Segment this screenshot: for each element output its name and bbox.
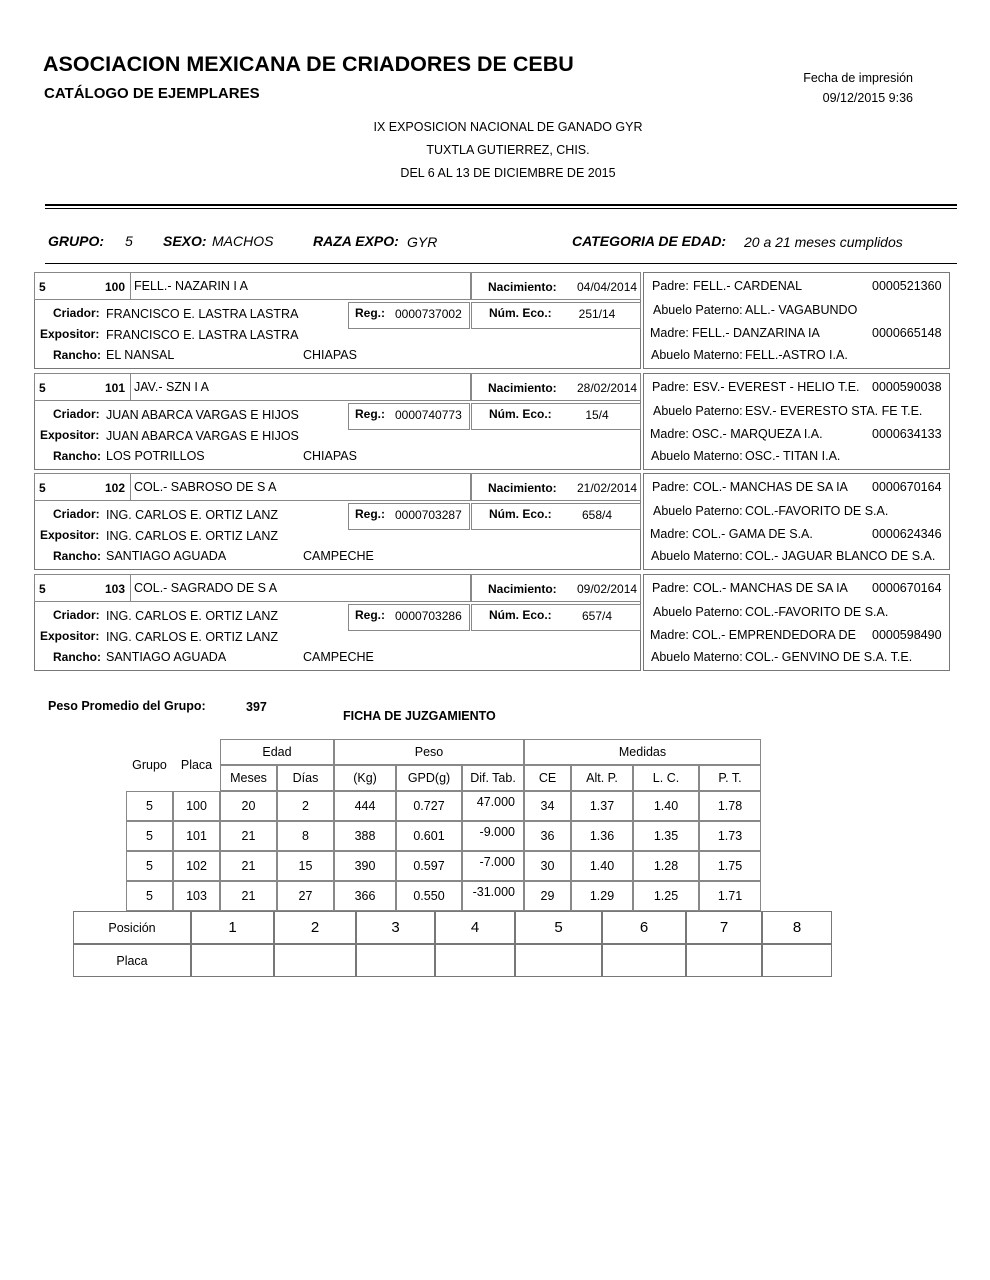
abuelo-paterno-value: COL.-FAVORITO DE S.A. bbox=[745, 504, 889, 518]
th-kg: (Kg) bbox=[334, 765, 396, 791]
posicion-7: 7 bbox=[686, 911, 762, 944]
expositor-label: Expositor: bbox=[40, 327, 100, 341]
padre-label: Padre: bbox=[652, 480, 689, 494]
abuelo-materno-value: COL.- JAGUAR BLANCO DE S.A. bbox=[745, 549, 936, 563]
criador-label: Criador: bbox=[53, 407, 100, 421]
peso-promedio-value: 397 bbox=[246, 700, 267, 714]
abuelo-paterno-label: Abuelo Paterno: bbox=[653, 605, 743, 619]
expositor-value: ING. CARLOS E. ORTIZ LANZ bbox=[106, 529, 279, 543]
cell-gpd: 0.727 bbox=[396, 791, 462, 821]
estado-value: CAMPECHE bbox=[303, 650, 374, 664]
abuelo-paterno-label: Abuelo Paterno: bbox=[653, 303, 743, 317]
numeco-label: Núm. Eco.: bbox=[489, 608, 552, 622]
abuelo-materno-value: FELL.-ASTRO I.A. bbox=[745, 348, 848, 362]
th-lc: L. C. bbox=[633, 765, 699, 791]
placa-cell-7[interactable] bbox=[686, 944, 762, 977]
cell-dias: 27 bbox=[277, 881, 334, 911]
nacimiento-value: 21/02/2014 bbox=[577, 481, 637, 495]
posicion-8: 8 bbox=[762, 911, 832, 944]
th-dias: Días bbox=[277, 765, 334, 791]
nacimiento-label: Nacimiento: bbox=[488, 381, 557, 395]
animal-name: FELL.- NAZARIN I A bbox=[134, 279, 248, 293]
cell-ce: 29 bbox=[524, 881, 571, 911]
cell-altp: 1.40 bbox=[571, 851, 633, 881]
criador-value: ING. CARLOS E. ORTIZ LANZ bbox=[106, 609, 279, 623]
cell-dif: 47.000 bbox=[462, 791, 524, 821]
th-edad: Edad bbox=[220, 739, 334, 765]
animal-placa: 101 bbox=[104, 381, 125, 395]
cell-grupo: 5 bbox=[126, 821, 173, 851]
animal-placa: 102 bbox=[104, 481, 125, 495]
posicion-5: 5 bbox=[515, 911, 602, 944]
placa-cell-2[interactable] bbox=[274, 944, 356, 977]
padre-value: COL.- MANCHAS DE SA IA bbox=[693, 480, 848, 494]
abuelo-materno-value: OSC.- TITAN I.A. bbox=[745, 449, 841, 463]
cell-lc: 1.28 bbox=[633, 851, 699, 881]
numeco-value: 657/4 bbox=[581, 609, 613, 623]
rancho-value: EL NANSAL bbox=[106, 348, 175, 362]
cell-kg: 388 bbox=[334, 821, 396, 851]
cell-kg: 366 bbox=[334, 881, 396, 911]
rancho-label: Rancho: bbox=[53, 449, 101, 463]
cell-meses: 21 bbox=[220, 881, 277, 911]
ficha-table bbox=[126, 739, 761, 911]
madre-value: OSC.- MARQUEZA I.A. bbox=[692, 427, 823, 441]
print-date: 09/12/2015 9:36 bbox=[822, 91, 913, 105]
estado-value: CAMPECHE bbox=[303, 549, 374, 563]
cell-grupo: 5 bbox=[126, 851, 173, 881]
abuelo-paterno-value: COL.-FAVORITO DE S.A. bbox=[745, 605, 889, 619]
reg-label: Reg.: bbox=[355, 407, 385, 421]
padre-value: ESV.- EVEREST - HELIO T.E. bbox=[693, 380, 860, 394]
madre-reg: 0000665148 bbox=[872, 326, 942, 340]
placa-cell-3[interactable] bbox=[356, 944, 435, 977]
madre-reg: 0000598490 bbox=[872, 628, 942, 642]
cell-meses: 21 bbox=[220, 851, 277, 881]
cell-placa: 101 bbox=[173, 821, 220, 851]
padre-label: Padre: bbox=[652, 581, 689, 595]
numeco-value: 15/4 bbox=[585, 408, 609, 422]
cell-lc: 1.40 bbox=[633, 791, 699, 821]
reg-label: Reg.: bbox=[355, 507, 385, 521]
padre-reg: 0000670164 bbox=[872, 480, 942, 494]
cell-pt: 1.71 bbox=[699, 881, 761, 911]
animal-name: COL.- SAGRADO DE S A bbox=[134, 581, 278, 595]
abuelo-materno-label: Abuelo Materno: bbox=[651, 650, 743, 664]
cell-ce: 36 bbox=[524, 821, 571, 851]
reg-value: 0000740773 bbox=[395, 408, 462, 422]
group-bar-rule bbox=[45, 263, 957, 264]
th-altp: Alt. P. bbox=[571, 765, 633, 791]
th-peso: Peso bbox=[334, 739, 524, 765]
reg-value: 0000703287 bbox=[395, 508, 462, 522]
sexo-value: MACHOS bbox=[212, 233, 274, 249]
expositor-label: Expositor: bbox=[40, 428, 100, 442]
posicion-2: 2 bbox=[274, 911, 356, 944]
estado-value: CHIAPAS bbox=[303, 348, 357, 362]
animal-placa: 103 bbox=[104, 582, 125, 596]
placa-cell-8[interactable] bbox=[762, 944, 832, 977]
cell-dif: -31.000 bbox=[462, 881, 524, 911]
madre-value: FELL.- DANZARINA IA bbox=[692, 326, 820, 340]
print-date-label: Fecha de impresión bbox=[803, 71, 913, 85]
padre-reg: 0000670164 bbox=[872, 581, 942, 595]
padre-value: FELL.- CARDENAL bbox=[693, 279, 803, 293]
nacimiento-label: Nacimiento: bbox=[488, 481, 557, 495]
ficha-row bbox=[126, 881, 761, 911]
cell-pt: 1.75 bbox=[699, 851, 761, 881]
cell-gpd: 0.601 bbox=[396, 821, 462, 851]
placa-cell-1[interactable] bbox=[191, 944, 274, 977]
header-rule-thin bbox=[45, 208, 957, 209]
rancho-label: Rancho: bbox=[53, 650, 101, 664]
padre-value: COL.- MANCHAS DE SA IA bbox=[693, 581, 848, 595]
padre-label: Padre: bbox=[652, 279, 689, 293]
madre-label: Madre: bbox=[650, 427, 689, 441]
cell-ce: 30 bbox=[524, 851, 571, 881]
org-title: ASOCIACION MEXICANA DE CRIADORES DE CEBU bbox=[43, 52, 574, 76]
sexo-label: SEXO: bbox=[163, 233, 207, 249]
abuelo-materno-label: Abuelo Materno: bbox=[651, 549, 743, 563]
ficha-title: FICHA DE JUZGAMIENTO bbox=[343, 709, 496, 723]
header-rule-thick bbox=[45, 204, 957, 206]
grupo-value: 5 bbox=[125, 233, 133, 249]
posicion-4: 4 bbox=[435, 911, 515, 944]
th-meses: Meses bbox=[220, 765, 277, 791]
catalog-subtitle: CATÁLOGO DE EJEMPLARES bbox=[44, 85, 260, 102]
rancho-label: Rancho: bbox=[53, 348, 101, 362]
ficha-row bbox=[126, 851, 761, 881]
posicion-label: Posición bbox=[73, 911, 191, 944]
th-dif: Dif. Tab. bbox=[462, 765, 524, 791]
nacimiento-label: Nacimiento: bbox=[488, 582, 557, 596]
th-gpd: GPD(g) bbox=[396, 765, 462, 791]
abuelo-materno-label: Abuelo Materno: bbox=[651, 348, 743, 362]
cell-dias: 2 bbox=[277, 791, 334, 821]
madre-label: Madre: bbox=[650, 326, 689, 340]
rancho-value: LOS POTRILLOS bbox=[106, 449, 205, 463]
criador-label: Criador: bbox=[53, 507, 100, 521]
cell-grupo: 5 bbox=[126, 881, 173, 911]
cell-kg: 444 bbox=[334, 791, 396, 821]
placa-label: Placa bbox=[73, 944, 191, 977]
cell-meses: 21 bbox=[220, 821, 277, 851]
expositor-value: FRANCISCO E. LASTRA LASTRA bbox=[106, 328, 299, 342]
abuelo-paterno-value: ALL.- VAGABUNDO bbox=[745, 303, 858, 317]
madre-value: COL.- GAMA DE S.A. bbox=[692, 527, 813, 541]
animal-grupo: 5 bbox=[39, 381, 46, 395]
cell-lc: 1.35 bbox=[633, 821, 699, 851]
th-ce: CE bbox=[524, 765, 571, 791]
th-medidas: Medidas bbox=[524, 739, 761, 765]
placa-cell-6[interactable] bbox=[602, 944, 686, 977]
nacimiento-value: 04/04/2014 bbox=[577, 280, 637, 294]
abuelo-paterno-label: Abuelo Paterno: bbox=[653, 404, 743, 418]
event-dates: DEL 6 AL 13 DE DICIEMBRE DE 2015 bbox=[400, 166, 616, 180]
madre-value: COL.- EMPRENDEDORA DE bbox=[692, 628, 856, 642]
animal-grupo: 5 bbox=[39, 582, 46, 596]
cell-ce: 34 bbox=[524, 791, 571, 821]
categoria-label: CATEGORIA DE EDAD: bbox=[572, 233, 726, 249]
cell-grupo: 5 bbox=[126, 791, 173, 821]
event-city: TUXTLA GUTIERREZ, CHIS. bbox=[426, 143, 590, 157]
nacimiento-value: 09/02/2014 bbox=[577, 582, 637, 596]
padre-reg: 0000590038 bbox=[872, 380, 942, 394]
madre-label: Madre: bbox=[650, 628, 689, 642]
categoria-value: 20 a 21 meses cumplidos bbox=[744, 234, 903, 250]
criador-value: ING. CARLOS E. ORTIZ LANZ bbox=[106, 508, 279, 522]
th-pt: P. T. bbox=[699, 765, 761, 791]
grupo-label: GRUPO: bbox=[48, 233, 104, 249]
cell-lc: 1.25 bbox=[633, 881, 699, 911]
numeco-value: 251/14 bbox=[578, 307, 616, 321]
ficha-row bbox=[126, 791, 761, 821]
criador-label: Criador: bbox=[53, 608, 100, 622]
rancho-value: SANTIAGO AGUADA bbox=[106, 650, 227, 664]
event-name: IX EXPOSICION NACIONAL DE GANADO GYR bbox=[373, 120, 643, 134]
rancho-label: Rancho: bbox=[53, 549, 101, 563]
th-placa: Placa bbox=[180, 758, 213, 772]
cell-gpd: 0.597 bbox=[396, 851, 462, 881]
expositor-value: JUAN ABARCA VARGAS E HIJOS bbox=[106, 429, 299, 443]
cell-altp: 1.37 bbox=[571, 791, 633, 821]
animal-placa: 100 bbox=[104, 280, 125, 294]
cell-altp: 1.29 bbox=[571, 881, 633, 911]
madre-reg: 0000634133 bbox=[872, 427, 942, 441]
nacimiento-value: 28/02/2014 bbox=[577, 381, 637, 395]
reg-value: 0000703286 bbox=[395, 609, 462, 623]
cell-pt: 1.78 bbox=[699, 791, 761, 821]
peso-promedio-label: Peso Promedio del Grupo: bbox=[48, 699, 206, 713]
cell-dif: -9.000 bbox=[462, 821, 524, 851]
posicion-1: 1 bbox=[191, 911, 274, 944]
cell-altp: 1.36 bbox=[571, 821, 633, 851]
reg-label: Reg.: bbox=[355, 306, 385, 320]
raza-label: RAZA EXPO: bbox=[313, 233, 399, 249]
raza-value: GYR bbox=[407, 234, 438, 250]
reg-label: Reg.: bbox=[355, 608, 385, 622]
th-grupo: Grupo bbox=[132, 758, 167, 772]
cell-placa: 103 bbox=[173, 881, 220, 911]
animal-grupo: 5 bbox=[39, 280, 46, 294]
madre-label: Madre: bbox=[650, 527, 689, 541]
abuelo-paterno-label: Abuelo Paterno: bbox=[653, 504, 743, 518]
numeco-label: Núm. Eco.: bbox=[489, 306, 552, 320]
cell-placa: 100 bbox=[173, 791, 220, 821]
posicion-6: 6 bbox=[602, 911, 686, 944]
cell-kg: 390 bbox=[334, 851, 396, 881]
cell-gpd: 0.550 bbox=[396, 881, 462, 911]
abuelo-paterno-value: ESV.- EVERESTO STA. FE T.E. bbox=[745, 404, 923, 418]
abuelo-materno-value: COL.- GENVINO DE S.A. T.E. bbox=[745, 650, 913, 664]
padre-reg: 0000521360 bbox=[872, 279, 942, 293]
cell-meses: 20 bbox=[220, 791, 277, 821]
numeco-value: 658/4 bbox=[581, 508, 613, 522]
cell-pt: 1.73 bbox=[699, 821, 761, 851]
rancho-value: SANTIAGO AGUADA bbox=[106, 549, 227, 563]
estado-value: CHIAPAS bbox=[303, 449, 357, 463]
madre-reg: 0000624346 bbox=[872, 527, 942, 541]
ficha-row bbox=[126, 821, 761, 851]
criador-value: JUAN ABARCA VARGAS E HIJOS bbox=[106, 408, 299, 422]
criador-label: Criador: bbox=[53, 306, 100, 320]
animal-name: JAV.- SZN I A bbox=[134, 380, 210, 394]
abuelo-materno-label: Abuelo Materno: bbox=[651, 449, 743, 463]
expositor-value: ING. CARLOS E. ORTIZ LANZ bbox=[106, 630, 279, 644]
animal-grupo: 5 bbox=[39, 481, 46, 495]
expositor-label: Expositor: bbox=[40, 629, 100, 643]
cell-dias: 15 bbox=[277, 851, 334, 881]
placa-cell-4[interactable] bbox=[435, 944, 515, 977]
animal-name: COL.- SABROSO DE S A bbox=[134, 480, 277, 494]
numeco-label: Núm. Eco.: bbox=[489, 507, 552, 521]
posicion-table bbox=[73, 911, 832, 977]
cell-placa: 102 bbox=[173, 851, 220, 881]
posicion-3: 3 bbox=[356, 911, 435, 944]
criador-value: FRANCISCO E. LASTRA LASTRA bbox=[106, 307, 299, 321]
cell-dif: -7.000 bbox=[462, 851, 524, 881]
placa-cell-5[interactable] bbox=[515, 944, 602, 977]
cell-dias: 8 bbox=[277, 821, 334, 851]
reg-value: 0000737002 bbox=[395, 307, 462, 321]
numeco-label: Núm. Eco.: bbox=[489, 407, 552, 421]
padre-label: Padre: bbox=[652, 380, 689, 394]
expositor-label: Expositor: bbox=[40, 528, 100, 542]
nacimiento-label: Nacimiento: bbox=[488, 280, 557, 294]
